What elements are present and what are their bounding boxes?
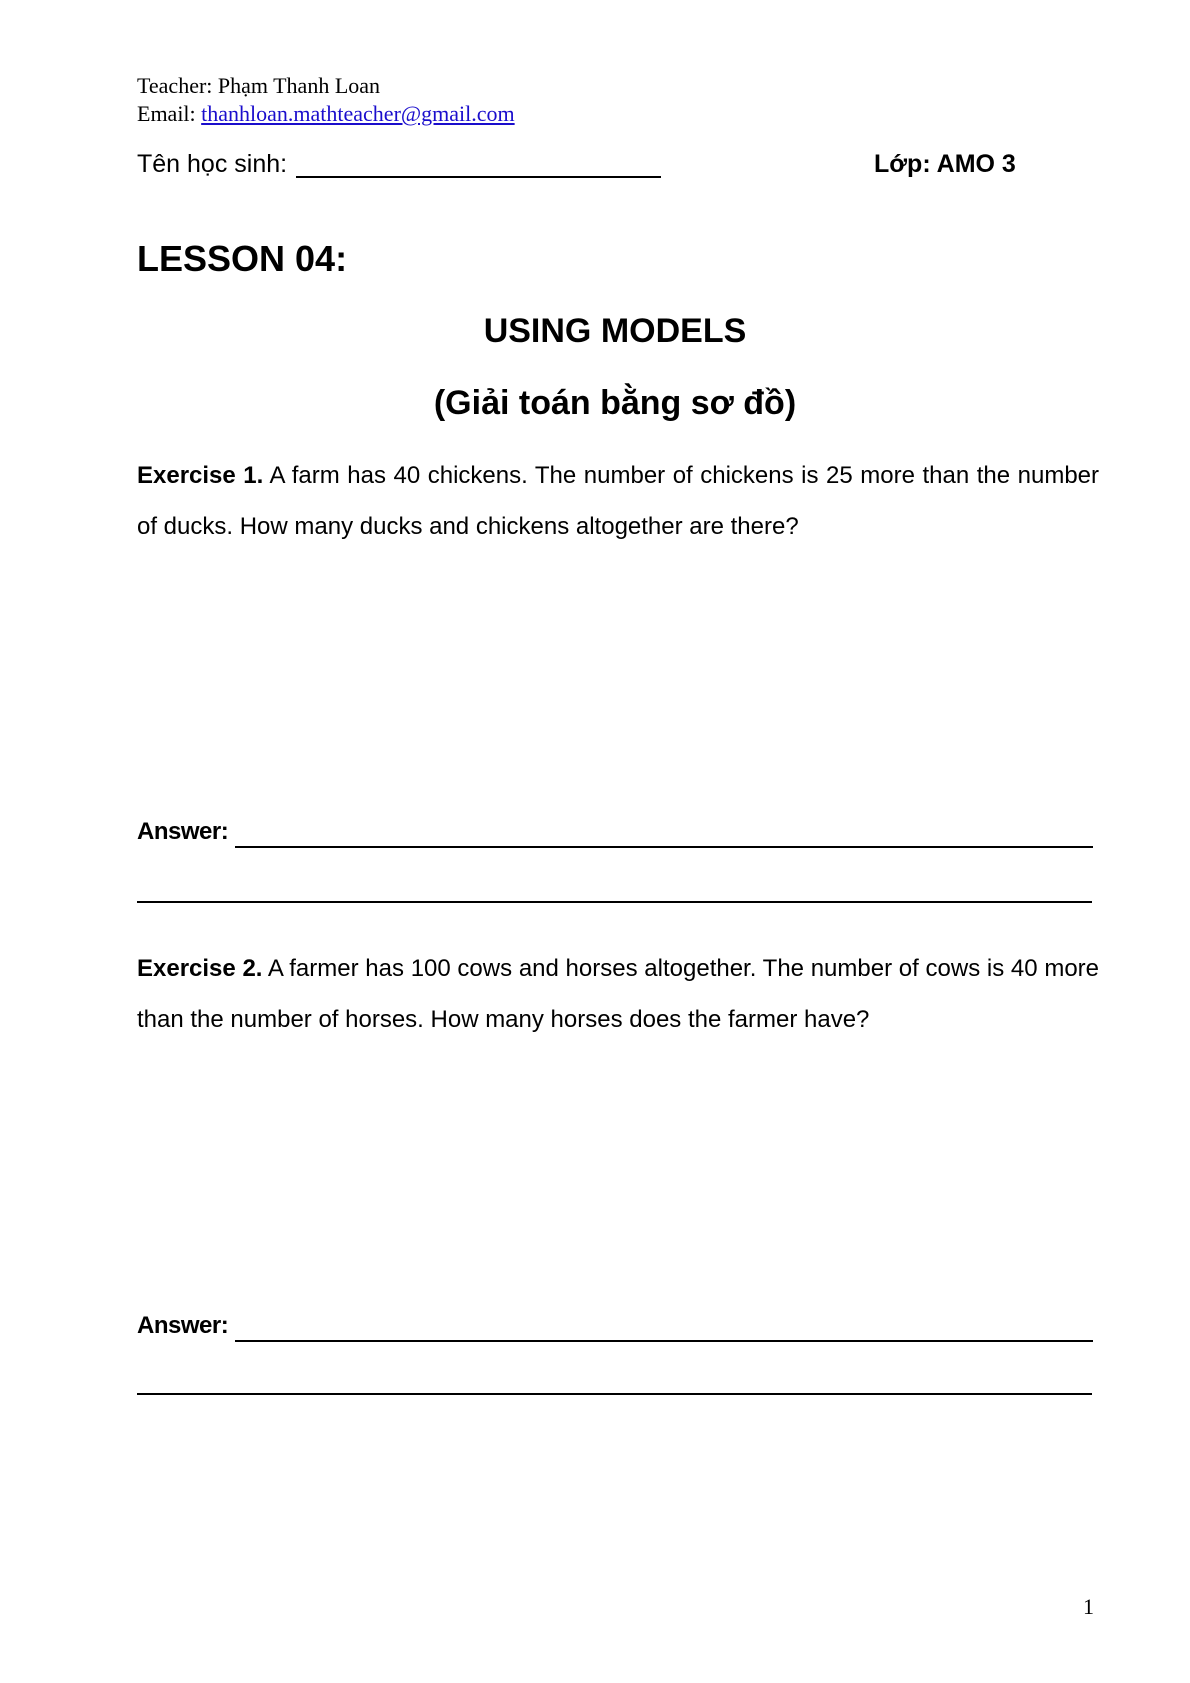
- lesson-number: LESSON 04:: [137, 238, 348, 279]
- exercise-1-answer: [137, 818, 1099, 852]
- lesson-subtitle: (Giải toán bằng sơ đồ): [433, 384, 797, 422]
- exercise-2-answer-blank[interactable]: [235, 1340, 1093, 1342]
- exercise-2-answer-label: Answer:: [137, 1312, 229, 1339]
- exercise-1-answer-blank-2[interactable]: [137, 901, 1092, 903]
- exercise-1-answer-blank[interactable]: [235, 846, 1093, 848]
- email-line: [137, 100, 515, 128]
- exercise-2: [137, 943, 1099, 1045]
- class-label: Lớp: AMO 3: [874, 150, 1016, 178]
- exercise-1-text: A farm has 40 chickens. The number of chickens is 25 more than the number of ducks. How many ducks and chickens altogether are there?: [137, 462, 1100, 540]
- page-number: 1: [1083, 1594, 1094, 1619]
- student-info-line: [137, 150, 1037, 184]
- teacher-line: Teacher: Phạm Thanh Loan: [137, 73, 381, 98]
- exercise-1-answer-label: Answer:: [137, 818, 229, 845]
- student-name-label: Tên học sinh:: [137, 150, 288, 178]
- document-header: [137, 72, 515, 128]
- exercise-2-text: A farmer has 100 cows and horses altogether. The number of cows is 40 more than the number of horses. How many horses does the farmer have?: [137, 955, 1100, 1033]
- lesson-title: USING MODELS: [483, 312, 747, 350]
- exercise-1: [137, 450, 1099, 552]
- email-label: Email:: [137, 101, 202, 126]
- exercise-2-answer-blank-2[interactable]: [137, 1393, 1092, 1395]
- exercise-2-label: Exercise 2.: [137, 955, 263, 982]
- exercise-2-answer: [137, 1312, 1099, 1346]
- exercise-1-label: Exercise 1.: [137, 462, 264, 489]
- student-name-blank[interactable]: [296, 176, 661, 178]
- email-link[interactable]: thanhloan.mathteacher@gmail.com: [201, 101, 515, 126]
